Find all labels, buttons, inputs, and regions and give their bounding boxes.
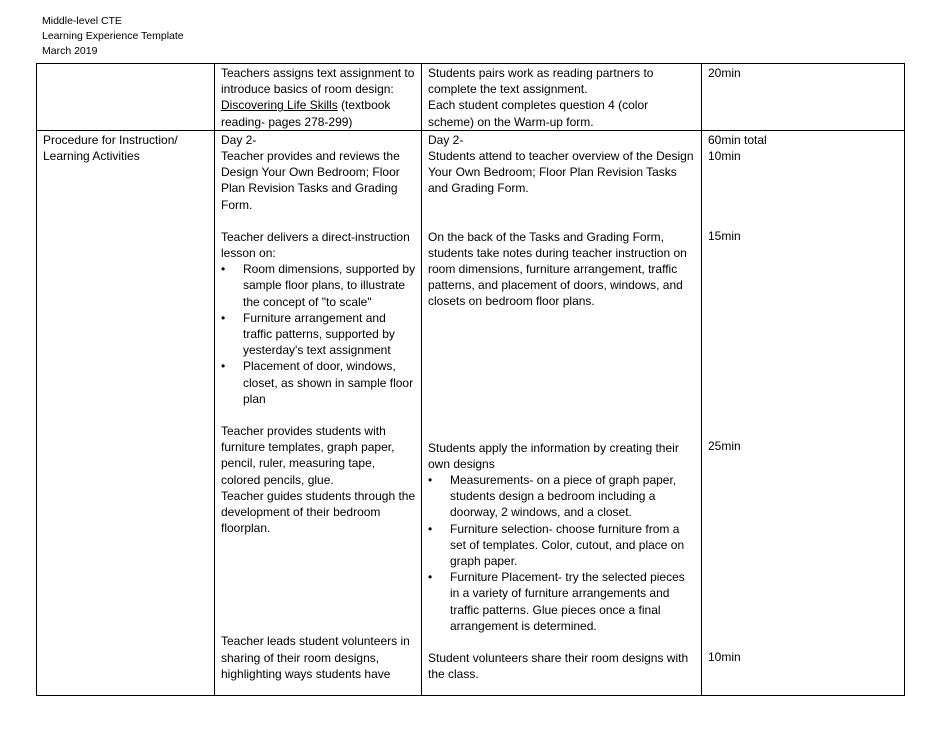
teacher-text: Teacher delivers a direct-instruction lesson on: [221,229,410,261]
student-text: Students apply the information by creating their own designs [428,440,679,471]
header-template-title: Learning Experience Template [42,30,184,42]
time-cell [702,64,905,131]
time-value: 10min [708,649,741,664]
teacher-text: Teacher leads student volunteers in sharing of their room designs, highlighting ways students have [221,634,410,681]
time-value: 15min [708,229,741,244]
document-header [42,14,184,59]
time-value: 20min [708,66,741,80]
teacher-text: Teacher provides students with furniture templates, graph paper, pencil, ruler, measuring tape, colored pencils, glue. [221,424,395,487]
table-row [37,64,905,131]
student-text: On the back of the Tasks and Grading Form, students take notes during teacher instruction on room dimensions, furniture arrangement, traffic patterns, and placement of doors, windows, and closets on bedroom floor plans. [428,229,687,309]
student-day-label: Day 2- [428,132,464,147]
time-cell [702,130,905,695]
student-text: Student volunteers share their room designs with the class. [428,651,689,682]
student-cell [422,130,702,695]
procedure-label: Procedure for Instruction/ Learning Activities [43,132,178,164]
time-total: 60min total [708,132,767,147]
student-text-warmup: Each student completes question 4 (color scheme) on the Warm-up form. [428,98,649,129]
student-text: Students pairs work as reading partners to complete the text assignment. [428,66,654,97]
teacher-cell [215,130,422,695]
teacher-cell [215,64,422,131]
student-cell [422,64,702,131]
textbook-title: Discovering Life Skills [221,98,338,113]
label-cell [37,130,215,695]
teacher-text: Teacher guides students through the development of their bedroom floorplan. [221,488,416,536]
time-value: 25min [708,439,741,454]
list-item: • Furniture selection- choose furniture from a set of templates. Color, cutout, and place on graph paper. [448,521,696,570]
instruction-topics-list [221,261,416,407]
teacher-text-cont: (textbook reading- pages 278-299) [221,98,391,129]
list-item: • Measurements- on a piece of graph paper, students design a bedroom including a doorway, 2 windows, and a closet. [448,472,696,521]
learning-experience-table [36,63,905,696]
teacher-text: Teachers assigns text assignment to introduce basics of room design: [221,66,415,97]
design-steps-list [428,472,696,634]
time-value: 10min [708,149,741,164]
list-item: • Furniture Placement- try the selected pieces in a variety of furniture arrangements and traffic patterns. Glue pieces once a final arrangement is determined. [448,569,696,634]
student-text: Students attend to teacher overview of the Design Your Own Bedroom; Floor Plan Revision Tasks and Grading Form. [428,149,694,196]
list-item: • Placement of door, windows, closet, as shown in sample floor plan [241,358,416,407]
table-row [37,130,905,695]
label-cell [37,64,215,131]
list-item: • Room dimensions, supported by sample floor plans, to illustrate the concept of "to scale" [241,261,416,310]
teacher-day-label: Day 2- [221,132,257,147]
header-program: Middle-level CTE [42,15,122,27]
teacher-text: Teacher provides and reviews the Design Your Own Bedroom; Floor Plan Revision Tasks and Grading Form. [221,149,400,212]
header-date: March 2019 [42,45,98,57]
list-item: • Furniture arrangement and traffic patterns, supported by yesterday's text assignment [241,310,416,359]
